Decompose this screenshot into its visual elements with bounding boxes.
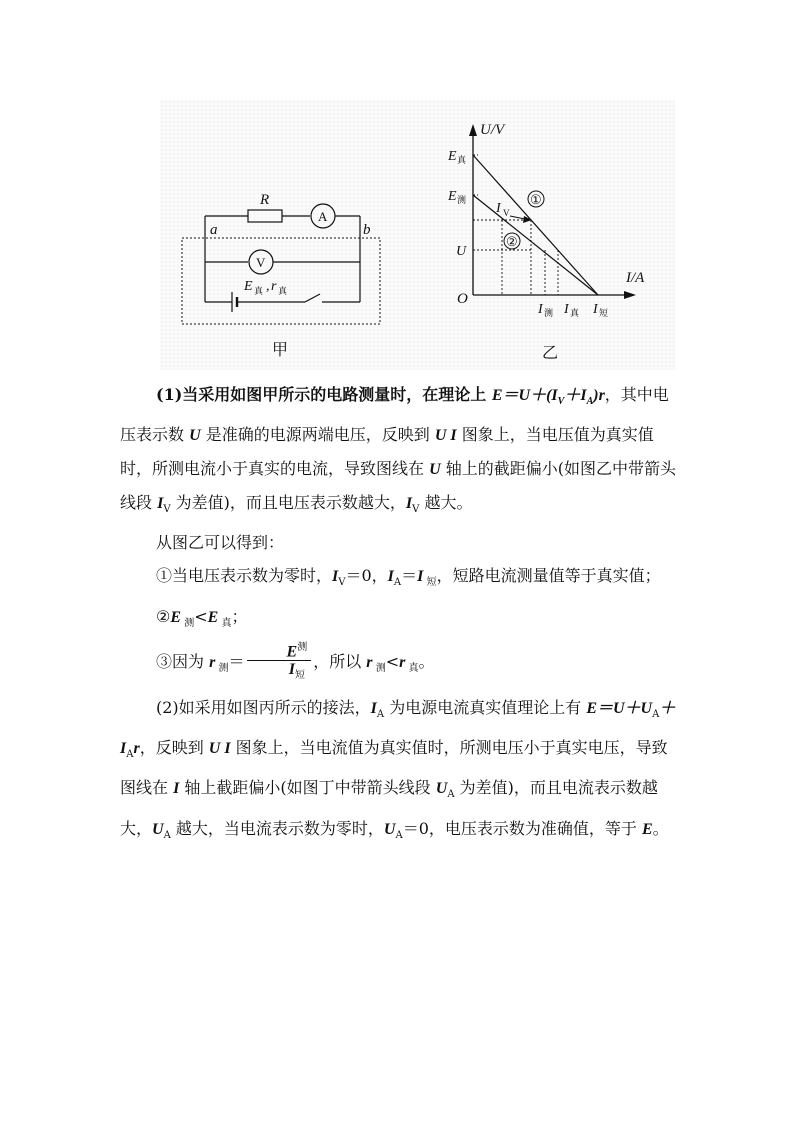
- label-node-a: a: [210, 222, 218, 238]
- line-2-label: ②: [506, 234, 518, 249]
- origin-label: O: [457, 291, 468, 307]
- caption-jia: 甲: [272, 342, 289, 359]
- graph-labels: [447, 122, 645, 362]
- paragraph-3: ①当电压表示数为零时，$I_V=0$，$I_A=I$ $_短$，短路电流测量值等于真实值；: [156, 566, 661, 589]
- figure-panel: [160, 100, 675, 370]
- svg-text:测: 测: [457, 195, 467, 205]
- label-R: R: [260, 192, 270, 208]
- svg-text:真: 真: [570, 308, 580, 318]
- line-1: [473, 155, 598, 295]
- y-axis-label: U/V: [480, 122, 505, 138]
- explanation-text: [120, 378, 680, 852]
- paragraph-2: 从图乙可以得到：: [156, 533, 285, 553]
- switch-icon: [305, 294, 320, 302]
- paragraph-4: ②E $_测$<E $_真$；: [156, 606, 248, 629]
- resistor-icon: [248, 210, 282, 222]
- label-voltmeter: V: [256, 255, 266, 270]
- ui-graph: [469, 124, 636, 299]
- I-short-label: I: [593, 302, 598, 317]
- svg-text:V: V: [503, 208, 510, 218]
- label-node-b: b: [363, 222, 371, 238]
- svg-text:测: 测: [544, 308, 554, 318]
- paragraph-1: (1)当采用如图甲所示的电路测量时，在理论上 $E=U+(I_V+I_A)r$，其中电压表示数 U 是准确的电源两端电压，反映到 U I 图象上，当电压值为真实值时，所测电流小于真实的电流，导致图线在 U 轴上的截距偏小(如图乙中带箭头线段 $I_V$ 为差值)，而且电压表示数越大，$I_V$ 越大。: [120, 385, 676, 516]
- line-2: [473, 195, 598, 295]
- IV-label: I: [496, 201, 501, 216]
- label-source-E-sub: 真: [254, 286, 264, 296]
- label-ammeter: A: [318, 209, 328, 224]
- paragraph-5: ③因为 r $_测$＝ $\frac{E^测}{I_短}$ ，所以 r $_测$<r $_真$。: [120, 640, 680, 691]
- svg-text:短: 短: [599, 308, 609, 318]
- U-label: U: [456, 244, 467, 259]
- x-axis-label: I/A: [626, 270, 645, 286]
- dashed-enclosure: [182, 238, 380, 324]
- svg-text:真: 真: [457, 155, 467, 165]
- label-source-E: E: [244, 279, 253, 294]
- label-source-r: r: [271, 279, 277, 294]
- figure-svg: [160, 100, 675, 370]
- I-true-label: I: [564, 302, 569, 317]
- E-meas-label: E: [448, 189, 457, 204]
- E-true-label: E: [448, 149, 457, 164]
- paragraph-6: (2)如采用如图丙所示的接法，$I_A$ 为电源电流真实值理论上有 $E=U+U_A+I_Ar$，反映到 U I 图象上，当电流值为真实值时，所测电压小于真实电压，导致图线在 I 轴上截距偏小(如图丁中带箭头线段 $U_A$ 为差值)，而且电流表示数越大，$U_A$ 越大，当电流表示数为零时，$U_A=0$，电压表示数为准确值，等于 E。: [120, 697, 676, 841]
- circuit-labels: [210, 192, 371, 359]
- caption-yi: 乙: [542, 345, 559, 362]
- svg-text:,: ,: [266, 279, 270, 294]
- fraction: $\frac{E^测}{I_短}$: [247, 640, 312, 685]
- line-1-label: ①: [530, 192, 542, 207]
- label-source-r-sub: 真: [278, 286, 288, 296]
- I-meas-label: I: [538, 302, 543, 317]
